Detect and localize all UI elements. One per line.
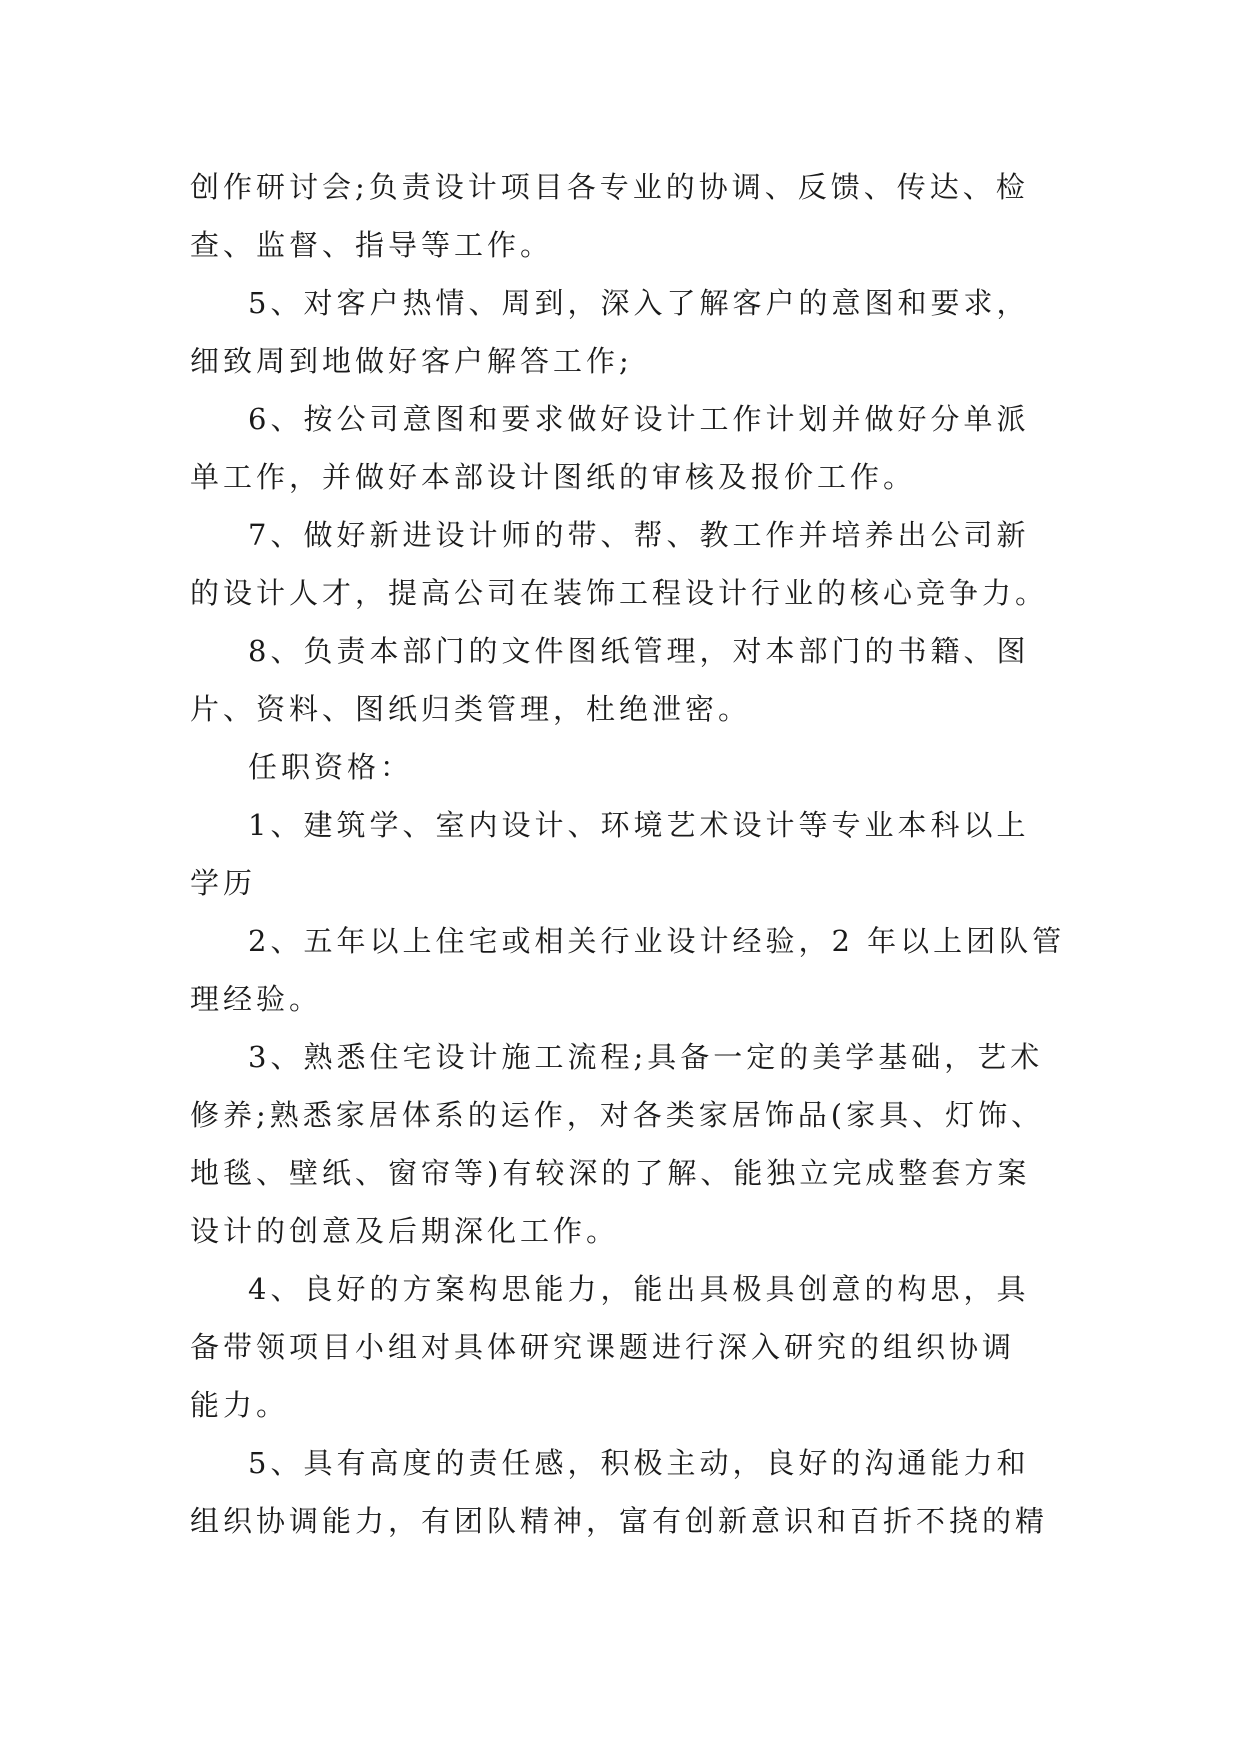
text-line: 理经验。 xyxy=(190,982,323,1016)
text-line: 片、资料、图纸归类管理，杜绝泄密。 xyxy=(190,692,752,726)
text-line: 地毯、壁纸、窗帘等)有较深的了解、能独立完成整套方案 xyxy=(190,1156,1031,1190)
text-line: 细致周到地做好客户解答工作; xyxy=(190,344,633,378)
paragraph xyxy=(190,1028,1070,1260)
paragraph xyxy=(190,796,1070,912)
text-line: 备带领项目小组对具体研究课题进行深入研究的组织协调 xyxy=(190,1330,1016,1364)
paragraph xyxy=(190,622,1070,738)
text-line: 1、建筑学、室内设计、环境艺术设计等专业本科以上 xyxy=(248,808,1030,842)
text-line: 能力。 xyxy=(190,1388,290,1422)
text-line: 4、良好的方案构思能力，能出具极具创意的构思，具 xyxy=(248,1272,1030,1306)
text-line: 任职资格： xyxy=(248,750,414,784)
text-line: 的设计人才，提高公司在装饰工程设计行业的核心竞争力。 xyxy=(190,576,1049,610)
text-line: 创作研讨会;负责设计项目各专业的协调、反馈、传达、检 xyxy=(190,170,1029,204)
text-line: 单工作，并做好本部设计图纸的审核及报价工作。 xyxy=(190,460,917,494)
paragraph xyxy=(190,738,1070,796)
text-line: 7、做好新进设计师的带、帮、教工作并培养出公司新 xyxy=(248,518,1030,552)
paragraph xyxy=(190,506,1070,622)
text-line: 8、负责本部门的文件图纸管理，对本部门的书籍、图 xyxy=(248,634,1030,668)
text-line: 查、监督、指导等工作。 xyxy=(190,228,554,262)
text-line: 修养;熟悉家居体系的运作，对各类家居饰品(家具、灯饰、 xyxy=(190,1098,1045,1132)
paragraph xyxy=(190,1260,1070,1434)
paragraph xyxy=(190,912,1070,1028)
text-line: 2、五年以上住宅或相关行业设计经验，2 年以上团队管 xyxy=(248,924,1066,958)
text-line: 学历 xyxy=(190,866,257,900)
text-line: 5、具有高度的责任感，积极主动，良好的沟通能力和 xyxy=(248,1446,1030,1480)
paragraph xyxy=(190,1434,1070,1550)
text-line: 5、对客户热情、周到，深入了解客户的意图和要求， xyxy=(248,286,1030,320)
text-line: 设计的创意及后期深化工作。 xyxy=(190,1214,620,1248)
document-body xyxy=(190,158,1070,1550)
text-line: 6、按公司意图和要求做好设计工作计划并做好分单派 xyxy=(248,402,1030,436)
paragraph xyxy=(190,274,1070,390)
paragraph xyxy=(190,390,1070,506)
text-line: 3、熟悉住宅设计施工流程;具备一定的美学基础，艺术 xyxy=(248,1040,1044,1074)
paragraph xyxy=(190,158,1070,274)
text-line: 组织协调能力，有团队精神，富有创新意识和百折不挠的精 xyxy=(190,1504,1049,1538)
